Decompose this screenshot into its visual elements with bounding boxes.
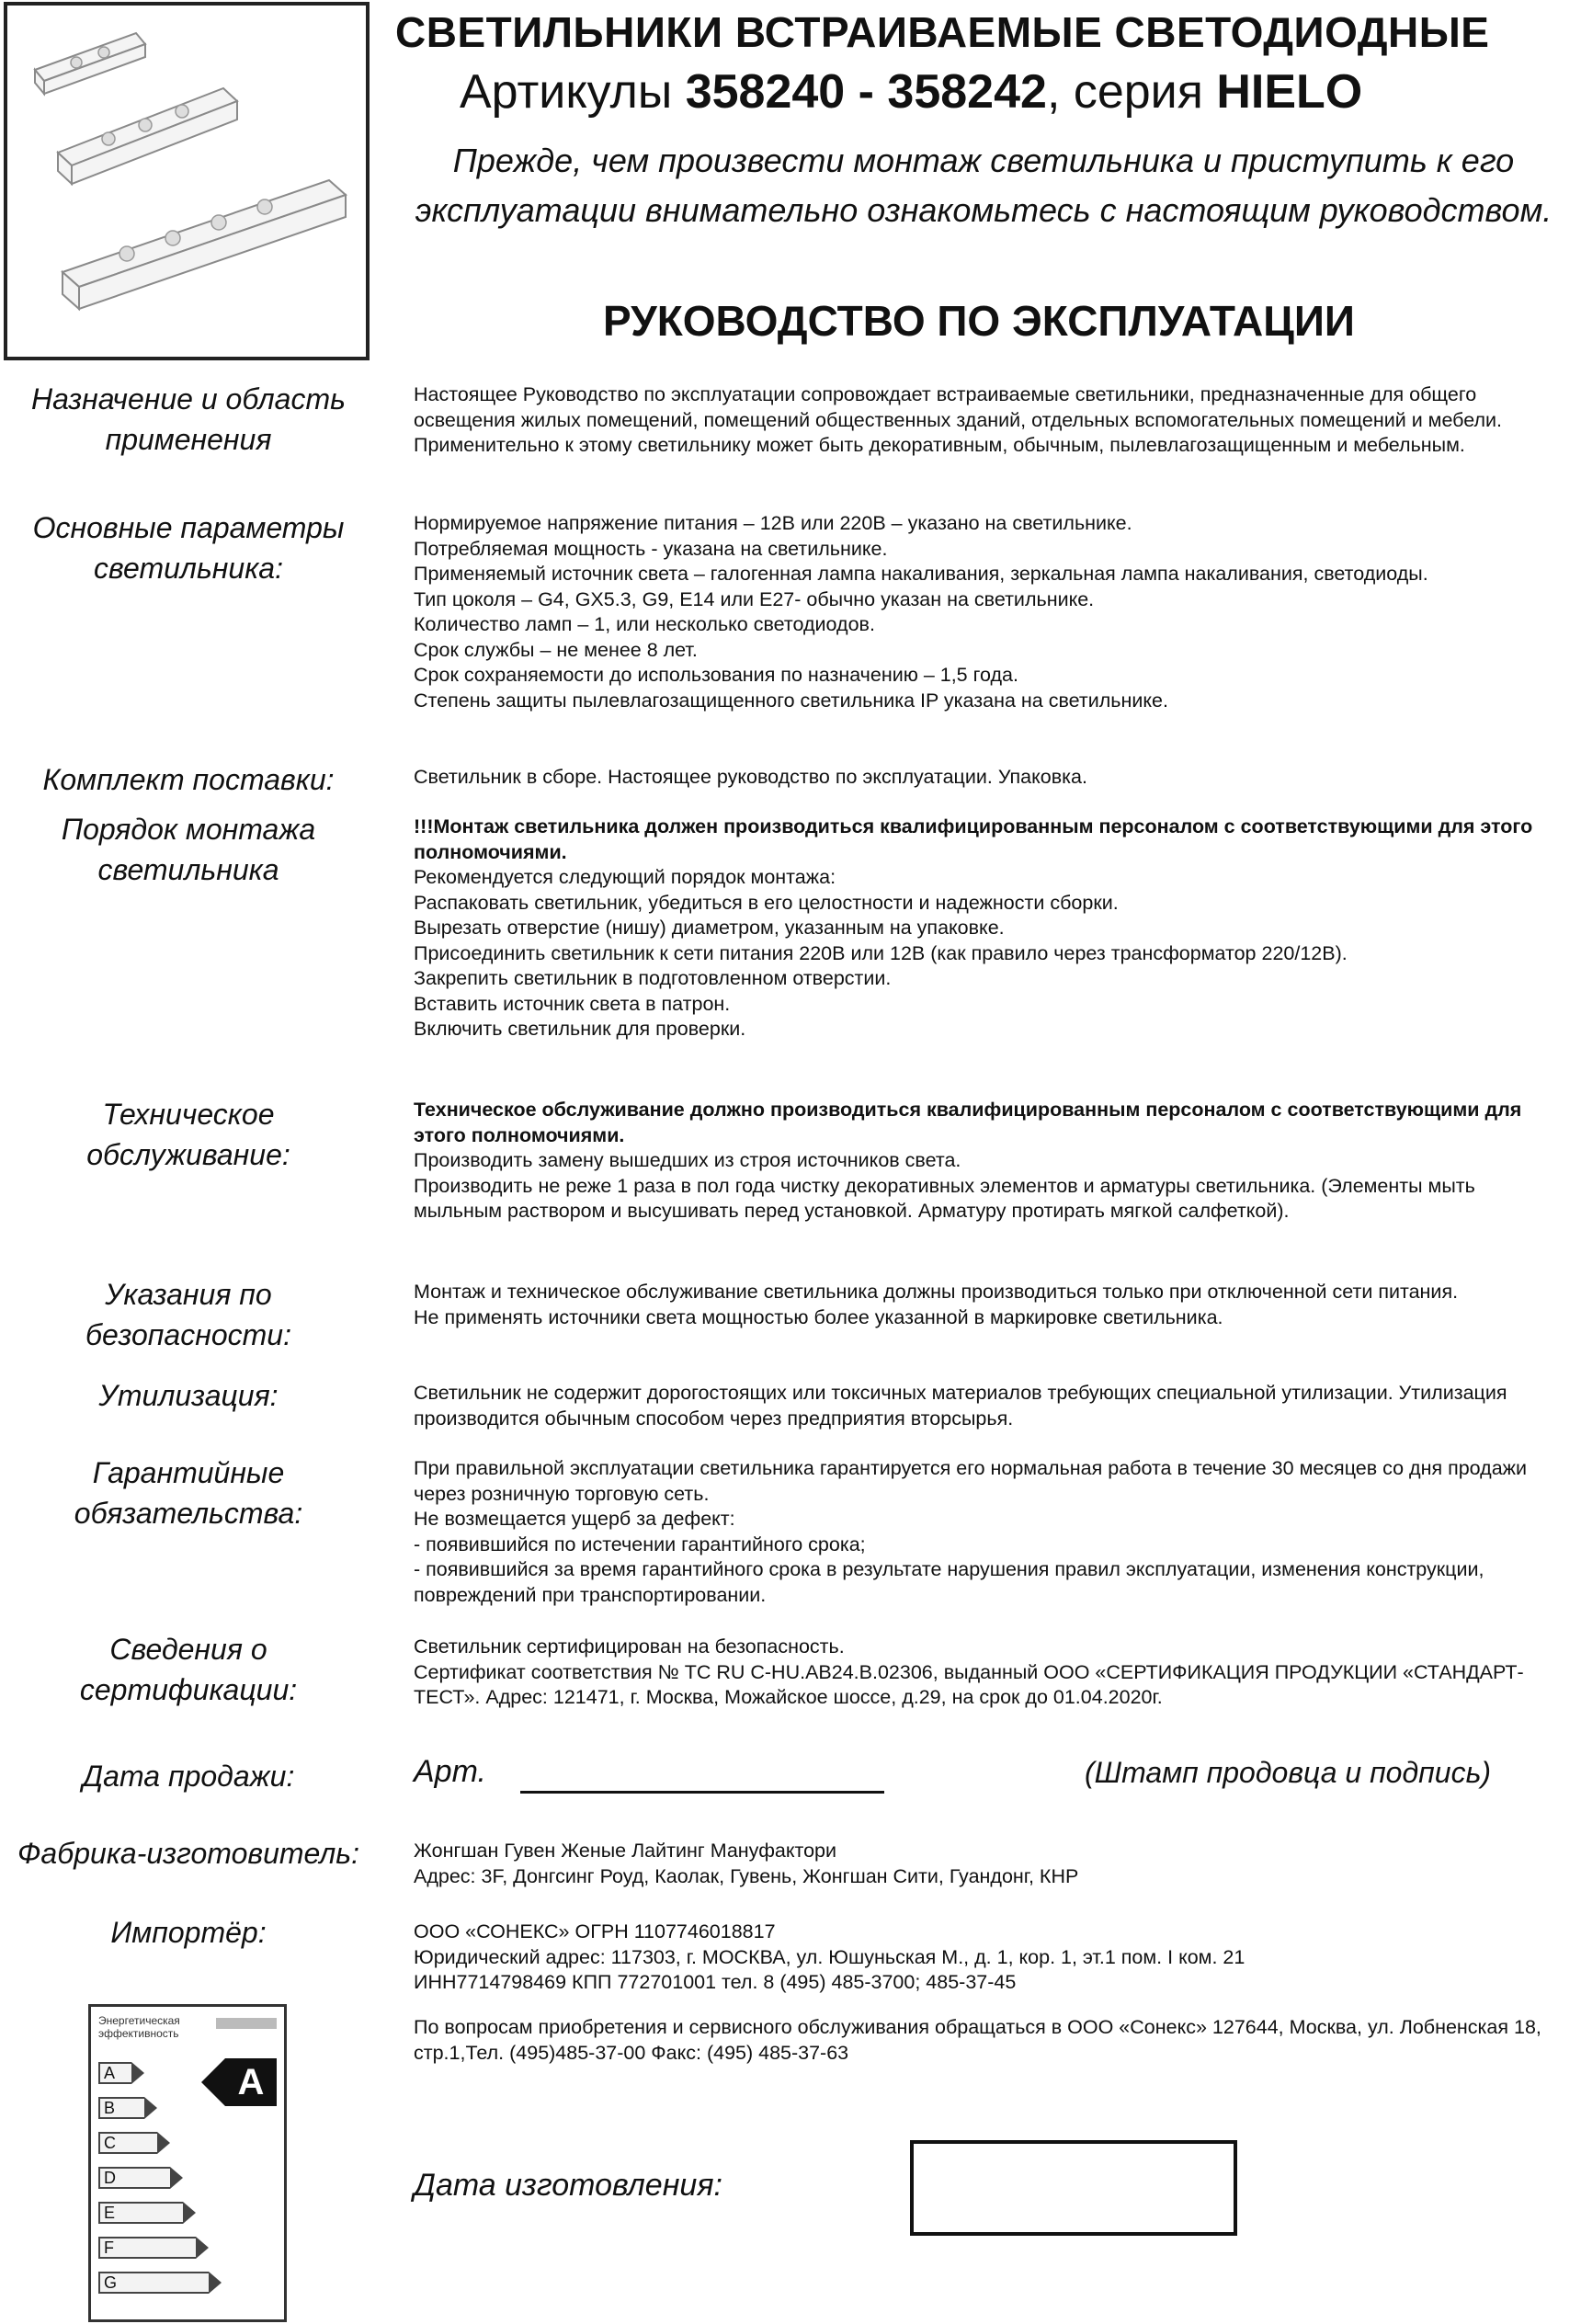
- text-line: Срок службы – не менее 8 лет.: [414, 638, 698, 661]
- energy-scale-arrow: [196, 2237, 209, 2259]
- articles-prefix: Артикулы: [460, 65, 686, 119]
- manufacturer-label: Фабрика-изготовитель:: [17, 1837, 360, 1870]
- mounting-text: [414, 815, 1563, 1042]
- sale-article-label: Арт.: [414, 1754, 486, 1789]
- safety-label: Указания по безопасности:: [85, 1278, 291, 1351]
- text-line: Производить не реже 1 раза в пол года чистку декоративных элементов и арматуры светильника. (Элементы мыть мыльным раствором и высушивать перед установкой. Арматуру протирать мягкой салфеткой).: [414, 1174, 1475, 1222]
- disposal-label: Утилизация:: [98, 1379, 279, 1412]
- article-numbers: 358240 - 358242: [685, 65, 1047, 119]
- energy-scale-arrow: [157, 2132, 170, 2154]
- text-line: Производить замену вышедших из строя источников света.: [414, 1149, 961, 1171]
- energy-scale-bar: F: [98, 2237, 196, 2259]
- intro-text: Прежде, чем произвести монтаж светильника и приступить к его эксплуатации внимательно ознакомьтесь с настоящим руководством.: [415, 142, 1553, 229]
- energy-scale-arrow: [209, 2272, 222, 2294]
- energy-scale-bar: E: [98, 2202, 183, 2224]
- params-label: Основные параметры светильника:: [32, 511, 345, 585]
- text-line: Не возмещается ущерб за дефект:: [414, 1508, 735, 1530]
- energy-scale-bar: B: [98, 2097, 144, 2119]
- text-line: Закрепить светильник в подготовленном отверстии.: [414, 967, 892, 989]
- product-image: [4, 2, 370, 360]
- manufacturer-text: [414, 1839, 1563, 1889]
- text-line: Степень защиты пылевлагозащищенного светильника IP указана на светильнике.: [414, 689, 1168, 712]
- text-line: Вырезать отверстие (нишу) диаметром, указанным на упаковке.: [414, 917, 1005, 939]
- sale-article-field: [520, 1791, 884, 1794]
- text-line: Юридический адрес: 117303, г. МОСКВА, ул. Юшуньская М., д. 1, кор. 1, эт.1 пом. I ком. 21: [414, 1945, 1245, 1968]
- params-text: [414, 511, 1563, 713]
- text-line: ИНН7714798469 КПП 772701001 тел. 8 (495) 485-3700; 485-37-45: [414, 1971, 1017, 1993]
- text-line: Нормируемое напряжение питания – 12В или 220В – указано на светильнике.: [414, 512, 1132, 534]
- energy-class-arrow: [201, 2058, 225, 2106]
- mounting-label: Порядок монтажа светильника: [61, 813, 316, 886]
- product-illustration: [7, 6, 366, 357]
- text-line: Применяемый источник света – галогенная лампа накаливания, зеркальная лампа накаливания, светодиоды.: [414, 563, 1428, 585]
- text-line: Тип цоколя – G4, GX5.3, G9, E14 или E27- обычно указан на светильнике.: [414, 587, 1095, 610]
- energy-scale-arrow: [183, 2202, 196, 2224]
- safety-text: [414, 1280, 1563, 1330]
- certification-label: Сведения о сертификации:: [79, 1633, 298, 1706]
- service-text: [414, 1098, 1563, 1225]
- purpose-text: [414, 382, 1563, 459]
- text-line: Распаковать светильник, убедиться в его целостности и надежности сборки.: [414, 891, 1119, 914]
- energy-scale-bar: G: [98, 2272, 209, 2294]
- warranty-text: [414, 1456, 1563, 1608]
- warning-line: Техническое обслуживание должно производиться квалифицированным персоналом с соответствующими для этого полномочиями.: [414, 1099, 1522, 1146]
- sale-date-label: Дата продажи:: [82, 1760, 295, 1793]
- purpose-label: Назначение и область применения: [31, 382, 346, 456]
- text-line: Не применять источники света мощностью более указанной в маркировке светильника.: [414, 1305, 1223, 1328]
- warning-line: !!!Монтаж светильника должен производиться квалифицированным персоналом с соответствующими для этого полномочиями.: [414, 815, 1533, 863]
- text-line: - появившийся за время гарантийного срока в результате нарушения правил эксплуатации, изменения конструкции, повреждений при транспортировании.: [414, 1558, 1484, 1606]
- kit-text: [414, 765, 1563, 791]
- text-line: Монтаж и техническое обслуживание светильника должны производиться только при отключенной сети питания.: [414, 1281, 1459, 1303]
- manual-title: РУКОВОДСТВО ПО ЭКСПЛУАТАЦИИ: [603, 297, 1355, 345]
- warranty-label: Гарантийные обязательства:: [74, 1456, 303, 1530]
- text-line: Сертификат соответствия № ТС RU C-HU.АВ24.В.02306, выданный ООО «СЕРТИФИКАЦИЯ ПРОДУКЦИИ «СТАНДАРТ-ТЕСТ». Адрес: 121471, г. Москва, Можайское шоссе, д.29, на срок до 01.04.2020г.: [414, 1660, 1524, 1708]
- text-line: Настоящее Руководство по эксплуатации сопровождает встраиваемые светильники, предназначенные для общего освещения жилых помещений, помещений общественных зданий, отдельных вспомогательных помещений и мебели. Применительно к этому светильнику может быть декоративным, обычным, пылевлагозащищенным и мебельным.: [414, 383, 1503, 456]
- importer-text: [414, 1920, 1563, 1996]
- disposal-text: [414, 1381, 1563, 1431]
- energy-scale-arrow: [144, 2097, 157, 2119]
- text-line: При правильной эксплуатации светильника гарантируется его нормальная работа в течение 30 месяцев со дня продажи через розничную торговую сеть.: [414, 1457, 1528, 1505]
- kit-label: Комплект поставки:: [42, 763, 335, 796]
- seller-stamp-note: (Штамп продовца и подпись): [1085, 1756, 1492, 1789]
- text-line: Включить светильник для проверки.: [414, 1018, 746, 1040]
- text-line: Срок сохраняемости до использования по назначению – 1,5 года.: [414, 664, 1018, 686]
- energy-efficiency-label: [88, 2004, 287, 2322]
- energy-scale-bar: C: [98, 2132, 157, 2154]
- series-prefix: , серия: [1046, 65, 1217, 119]
- energy-scale-bar: D: [98, 2167, 170, 2189]
- energy-label-header: Энергетическая эффективность: [98, 2014, 180, 2040]
- energy-scale-arrow: [131, 2062, 144, 2084]
- document-title: СВЕТИЛЬНИКИ ВСТРАИВАЕМЫЕ СВЕТОДИОДНЫЕ: [395, 8, 1490, 56]
- energy-label-header-bar: [216, 2018, 277, 2029]
- contacts-text: [414, 2015, 1563, 2066]
- importer-label: Импортёр:: [110, 1916, 267, 1949]
- manufacture-date-box: [910, 2140, 1237, 2236]
- text-line: Потребляемая мощность - указана на светильнике.: [414, 537, 888, 560]
- text-line: - появившийся по истечении гарантийного срока;: [414, 1532, 866, 1555]
- text-line: Светильник в сборе. Настоящее руководство по эксплуатации. Упаковка.: [414, 766, 1087, 788]
- text-line: Жонгшан Гувен Женые Лайтинг Мануфактори: [414, 1840, 837, 1862]
- manufacture-date-label: Дата изготовления:: [414, 2168, 722, 2203]
- text-line: По вопросам приобретения и сервисного обслуживания обращаться в ООО «Сонекс» 127644, Москва, ул. Лобненская 18, стр.1,Тел. (495)485-37-00 Факс: (495) 485-37-63: [414, 2016, 1541, 2064]
- text-line: Светильник сертифицирован на безопасность.: [414, 1635, 845, 1658]
- article-line: [460, 64, 1362, 120]
- text-line: Количество ламп – 1, или несколько светодиодов.: [414, 613, 875, 635]
- text-line: Вставить источник света в патрон.: [414, 992, 731, 1015]
- text-line: Рекомендуется следующий порядок монтажа:: [414, 866, 836, 888]
- service-label: Техническое обслуживание:: [86, 1098, 290, 1171]
- text-line: Присоединить светильник к сети питания 220В или 12В (как правило через трансформатор 220/12В).: [414, 941, 1348, 964]
- text-line: ООО «СОНЕКС» ОГРН 1107746018817: [414, 1920, 776, 1942]
- energy-scale-arrow: [170, 2167, 183, 2189]
- text-line: Адрес: 3F, Донгсинг Роуд, Каолак, Гувень, Жонгшан Сити, Гуандонг, КНР: [414, 1864, 1079, 1887]
- series-name: HIELO: [1216, 65, 1363, 119]
- energy-class-badge: A: [225, 2058, 277, 2106]
- text-line: Светильник не содержит дорогостоящих или токсичных материалов требующих специальной утилизации. Утилизация производится обычным способом через предприятия вторсырья.: [414, 1382, 1507, 1430]
- energy-scale-bar: A: [98, 2062, 131, 2084]
- certification-text: [414, 1635, 1563, 1711]
